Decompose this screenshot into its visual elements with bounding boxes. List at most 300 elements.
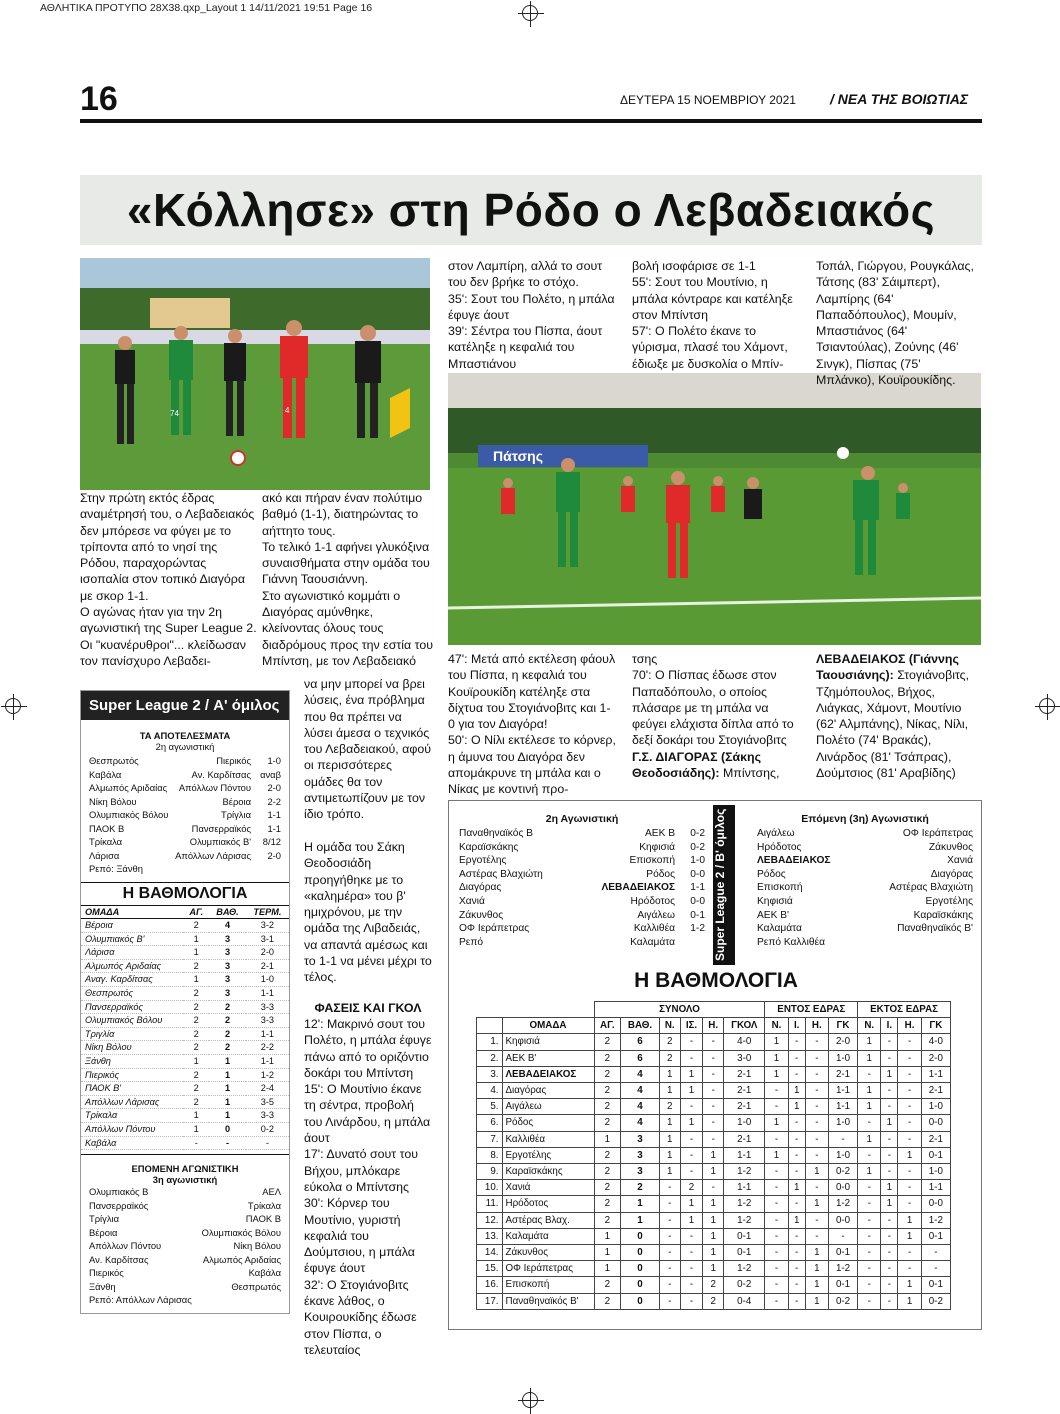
- table-cell: -: [898, 1050, 921, 1066]
- table-cell: 2: [183, 1027, 209, 1041]
- result-cell: Νίκη Βόλου: [89, 795, 137, 807]
- table-cell: 1: [805, 1277, 828, 1293]
- result-row: [451, 827, 713, 841]
- result-cell: Ολυμπιακός Βόλου: [89, 809, 169, 820]
- table-cell: 2: [183, 959, 209, 973]
- bye-line: Ρεπό: Ξάνθη: [89, 863, 143, 874]
- table-cell: 0-1: [828, 1277, 857, 1293]
- table-cell: 0: [621, 1277, 660, 1293]
- table-cell: 1: [183, 932, 209, 946]
- table-cell: 1: [594, 1228, 621, 1244]
- col-header: ΒΑΘ.: [209, 906, 245, 919]
- table-cell: 1: [881, 1180, 898, 1196]
- table-cell: -: [805, 1050, 828, 1066]
- table-cell: -: [680, 1228, 703, 1244]
- sl-b-results: 2η Αγωνιστική Παναθηναϊκός Β ΑΕΚ Β 0-2 Καραϊσκάκης Κηφισιά 0-2 Εργοτέλης Επισκοπή 1-0 Αστέρας Βλαχιώτη Ρόδος 0-0 Διαγόρας ΛΕΒΑΔΕΙΑΚΟΣ 1-1 Χανιά Ηρόδοτος 0-0 Ζάκυνθος Αιγάλεω 0-1 ΟΦ Ιεράπετρας Καλλιθέα 1-2 Ρεπό Καλαμάτα: [451, 813, 713, 949]
- table-cell: 1-2: [724, 1196, 765, 1212]
- table-cell: 1: [898, 1277, 921, 1293]
- table-row: [81, 1095, 289, 1109]
- table-cell: Βέροια: [81, 919, 183, 933]
- fixture-row: [749, 895, 981, 909]
- table-cell: 1-2: [828, 1196, 857, 1212]
- result-row: [451, 868, 713, 882]
- table-cell: -: [680, 1164, 703, 1180]
- article-col-2: να μην μπορεί να βρει λύσεις, ένα πρόβλημα που θα πρέπει να λύσει άμεσα ο τεχνικός του Λεβαδειακού, αφού οι περισσότερες ομάδες θα τον αντιμετωπίζουν με τον ίδιο τρόπο. Η ομάδα του Σάκη Θεοδοσιάδη προηγήθηκε με το «καλημέρα» του β' ημιχρόνου, με την ομάδα της Λιβαδειάς, να απαντά αμέσως και το 1-1 να μένει μέχρι το τέλος. ΦΑΣΕΙΣ ΚΑΙ ΓΚΟΛ 12': Μακρινό σουτ του Πολέτο, η μπάλα έφυγε πάνω από το οριζόντιο δοκάρι του Μπίντση 15': Ο Μουτίνιο έκανε τη σέντρα, προβολή του Λινάρδου, η μπάλα άουτ 17': Δυνατό σουτ του Βήχου, μπλόκαρε εύκολα ο Μπίντσης 30': Κόρνερ του Μουτίνιο, γυριστή κεφαλιά του Δούμτσιου, η μπάλα έφυγε άουτ 32': Ο Στογιάνοβιτς έκανε λάθος, ο Κουιρουκίδης έδωσε στον Πίσπα, ο τελευταίος: [304, 677, 432, 1357]
- table-cell: Καραϊσκάκης: [502, 1164, 594, 1180]
- table-cell: 2: [183, 919, 209, 933]
- results-title: ΤΑ ΑΠΟΤΕΛΕΣΜΑΤΑ: [139, 730, 231, 741]
- table-row: [477, 1196, 951, 1212]
- table-row: [477, 1212, 951, 1228]
- table-row: [81, 919, 289, 933]
- table-cell: 1: [788, 1099, 805, 1115]
- table-row: [477, 1277, 951, 1293]
- table-cell: 1: [659, 1115, 680, 1131]
- table-cell: 0-2: [724, 1277, 765, 1293]
- table-cell: 10.: [477, 1180, 503, 1196]
- table-row: [477, 1180, 951, 1196]
- table-cell: 1-2: [724, 1261, 765, 1277]
- fixture-row: [749, 827, 981, 841]
- result-cell: Αλμωπός Αριδαίας: [89, 782, 168, 793]
- table-cell: 1: [858, 1083, 881, 1099]
- table-cell: -: [659, 1293, 680, 1309]
- next-fixtures: [81, 1185, 289, 1293]
- table-cell: -: [898, 1245, 921, 1261]
- fixture-row: [81, 1253, 289, 1267]
- table-cell: 1: [680, 1212, 703, 1228]
- table-cell: 6.: [477, 1115, 503, 1131]
- result-cell: 1-2: [690, 923, 705, 935]
- table-cell: 1-1: [724, 1180, 765, 1196]
- table-cell: -: [680, 1293, 703, 1309]
- table-cell: 1: [805, 1293, 828, 1309]
- fixture-team: Παναθηναϊκός Β': [897, 923, 973, 935]
- result-cell: 2-0: [267, 849, 281, 861]
- col-header: Ν.: [659, 1018, 680, 1034]
- table-cell: 1: [788, 1212, 805, 1228]
- registration-mark-icon: [522, 5, 538, 21]
- table-cell: 2: [183, 1000, 209, 1014]
- table-cell: -: [881, 1083, 898, 1099]
- table-cell: -: [881, 1164, 898, 1180]
- registration-mark-icon: [1039, 698, 1055, 714]
- table-row: [81, 973, 289, 987]
- table-cell: 3.: [477, 1066, 503, 1082]
- next-round-title: ΕΠΟΜΕΝΗ ΑΓΩΝΙΣΤΙΚΗ: [81, 1154, 289, 1174]
- table-cell: 1: [594, 1261, 621, 1277]
- result-cell: ΛΕΒΑΔΕΙΑΚΟΣ: [601, 882, 675, 894]
- table-row: [81, 1000, 289, 1014]
- table-cell: Αιγάλεω: [502, 1099, 594, 1115]
- table-cell: 1: [805, 1245, 828, 1261]
- table-cell: 0-4: [724, 1293, 765, 1309]
- table-cell: 17.: [477, 1293, 503, 1309]
- table-cell: -: [788, 1261, 805, 1277]
- table-cell: -: [881, 1131, 898, 1147]
- table-cell: -: [788, 1277, 805, 1293]
- table-cell: ΠΑΟΚ Β': [81, 1082, 183, 1096]
- table-cell: 5.: [477, 1099, 503, 1115]
- table-cell: -: [898, 1180, 921, 1196]
- table-cell: 1: [703, 1245, 724, 1261]
- table-cell: -: [881, 1293, 898, 1309]
- table-cell: -: [788, 1050, 805, 1066]
- table-cell: 2: [594, 1196, 621, 1212]
- table-row: [477, 1131, 951, 1147]
- table-cell: 13.: [477, 1228, 503, 1244]
- table-cell: -: [858, 1277, 881, 1293]
- table-cell: 0-2: [921, 1293, 950, 1309]
- page-number: 16: [80, 80, 118, 118]
- fixture-row: [749, 881, 981, 895]
- table-cell: ΟΦ Ιεράπετρας: [502, 1261, 594, 1277]
- table-row: [477, 1083, 951, 1099]
- table-cell: 0-1: [724, 1228, 765, 1244]
- result-cell: 2-2: [267, 795, 281, 807]
- registration-mark-icon: [5, 698, 21, 714]
- fixture-team: ΑΕΚ Β': [757, 909, 789, 921]
- result-cell: 1-0: [267, 755, 281, 766]
- table-cell: -: [659, 1196, 680, 1212]
- table-cell: Αλμωπός Αριδαίας: [81, 959, 183, 973]
- table-cell: 2: [183, 1041, 209, 1055]
- table-cell: 3: [621, 1147, 660, 1163]
- fixture-team: Ζάκυνθος: [928, 841, 973, 853]
- table-cell: -: [703, 1131, 724, 1147]
- table-cell: -: [703, 1066, 724, 1082]
- table-cell: 2: [659, 1099, 680, 1115]
- article-col-1: Στην πρώτη εκτός έδρας αναμέτρησή του, ο Λεβαδειακός δεν μπόρεσε να φύγει με το τρίποντα από το νησί της Ρόδου, παραχορώντας ισοπαλία στον τοπικό Διαγόρα με σκορ 1-1. Ο αγώνας ήταν για την 2η αγωνιστική της Super League 2. Οι "κυανέρυθροι"... κλείδωσαν τον πανίσχυρο Λεβαδει-: [80, 491, 257, 668]
- table-cell: 2: [659, 1050, 680, 1066]
- fixture-team: ΛΕΒΑΔΕΙΑΚΟΣ: [757, 855, 831, 867]
- result-row: [81, 768, 289, 782]
- table-cell: 2: [621, 1180, 660, 1196]
- col-header: ΟΜΑΔΑ: [502, 1018, 594, 1034]
- result-row: [451, 895, 713, 909]
- sl-b-standings-title: Η ΒΑΘΜΟΛΟΓΙΑ: [634, 969, 798, 992]
- table-cell: -: [881, 1212, 898, 1228]
- results-list: [81, 754, 289, 862]
- table-cell: 2: [594, 1164, 621, 1180]
- table-cell: 1: [805, 1164, 828, 1180]
- table-cell: -: [805, 1066, 828, 1082]
- result-row: [81, 822, 289, 836]
- table-cell: Πανσερραϊκός: [81, 1000, 183, 1014]
- table-cell: 2-1: [724, 1131, 765, 1147]
- table-row: [477, 1164, 951, 1180]
- table-cell: 1-1: [246, 1027, 289, 1041]
- fixture-home: Πανσερραϊκός: [89, 1199, 149, 1211]
- table-cell: -: [246, 1136, 289, 1150]
- table-cell: 1-1: [921, 1066, 950, 1082]
- newspaper-name: / ΝΕΑ ΤΗΣ ΒΟΙΩΤΙΑΣ: [830, 91, 969, 107]
- table-cell: 3-0: [724, 1050, 765, 1066]
- table-cell: 2-1: [921, 1083, 950, 1099]
- table-cell: 2: [594, 1034, 621, 1050]
- table-cell: -: [659, 1212, 680, 1228]
- table-cell: 1: [209, 1082, 245, 1096]
- table-cell: 1: [209, 1109, 245, 1123]
- table-cell: -: [765, 1245, 788, 1261]
- fixture-row: [81, 1280, 289, 1294]
- table-cell: -: [858, 1245, 881, 1261]
- table-cell: Πιερικός: [81, 1068, 183, 1082]
- table-cell: 1: [659, 1164, 680, 1180]
- table-cell: -: [898, 1131, 921, 1147]
- table-cell: -: [765, 1083, 788, 1099]
- table-cell: -: [680, 1261, 703, 1277]
- fixture-home: Απόλλων Πόντου: [89, 1240, 162, 1252]
- col-header: ΑΓ.: [594, 1018, 621, 1034]
- fixture-team: Αστέρας Βλαχιώτη: [889, 882, 973, 894]
- table-cell: 4: [209, 919, 245, 933]
- col-header: ΓΚ: [921, 1018, 950, 1034]
- table-cell: -: [765, 1277, 788, 1293]
- fixture-team: [865, 936, 973, 950]
- table-cell: 0-1: [921, 1228, 950, 1244]
- table-cell: -: [858, 1261, 881, 1277]
- result-cell: 1-0: [690, 855, 705, 867]
- table-cell: 2.: [477, 1050, 503, 1066]
- table-cell: 6: [621, 1034, 660, 1050]
- table-cell: 2: [703, 1293, 724, 1309]
- article-col-5-top: Τοπάλ, Γιώργου, Ρουγκάλας, Τάτσης (83' Σάιμπερτ), Λαμπίρης (64' Παπαδόπουλος), Μουμίν, Μπαστιάνος (64' Τσιαντούλας), Ζούνης (46' Σινγκ), Πίσπας (75' Μπλάνκο), Κουϊρουκίδης.: [816, 259, 974, 388]
- table-cell: -: [898, 1066, 921, 1082]
- table-cell: 0-2: [828, 1164, 857, 1180]
- table-cell: Ηρόδοτος: [502, 1196, 594, 1212]
- table-cell: 0-1: [828, 1245, 857, 1261]
- headline: «Κόλλησε» στη Ρόδο ο Λεβαδειακός: [126, 184, 936, 236]
- table-cell: Κηφισιά: [502, 1034, 594, 1050]
- result-row: [451, 881, 713, 895]
- table-cell: Καλλιθέα: [502, 1131, 594, 1147]
- table-cell: 6: [621, 1050, 660, 1066]
- table-cell: 1-0: [921, 1164, 950, 1180]
- table-cell: 1-0: [246, 973, 289, 987]
- table-cell: Ολυμπιακός Βόλου: [81, 1014, 183, 1028]
- table-cell: 1: [621, 1196, 660, 1212]
- table-cell: -: [703, 1083, 724, 1099]
- table-cell: 1: [765, 1050, 788, 1066]
- col-header: ΒΑΘ.: [621, 1018, 660, 1034]
- article-col-3-top: στον Λαμπίρη, αλλά το σουτ του δεν βρήκε το στόχο. 35': Σουτ του Πολέτο, η μπάλα έφυγε άουτ 39': Σέντρα του Πίσπα, άουτ κατέληξε η κεφαλιά του Μπαστιάνου: [448, 259, 615, 371]
- table-cell: -: [858, 1228, 881, 1244]
- table-cell: 3: [209, 987, 245, 1001]
- table-cell: 4: [621, 1083, 660, 1099]
- super-league-a-box: [80, 690, 290, 1314]
- col-header: ΙΣ.: [680, 1018, 703, 1034]
- table-cell: 1: [209, 1068, 245, 1082]
- table-cell: 1: [765, 1034, 788, 1050]
- table-cell: ΑΕΚ Β': [502, 1050, 594, 1066]
- table-cell: -: [680, 1147, 703, 1163]
- result-cell: 1-1: [267, 809, 281, 820]
- table-cell: 3-5: [246, 1095, 289, 1109]
- table-cell: -: [881, 1147, 898, 1163]
- fixture-home: Ολυμπιακός Β: [89, 1186, 149, 1198]
- table-cell: 1: [765, 1147, 788, 1163]
- table-cell: 2: [183, 987, 209, 1001]
- table-cell: 1-2: [921, 1212, 950, 1228]
- table-cell: 0-0: [828, 1212, 857, 1228]
- group-header: ΕΝΤΟΣ ΕΔΡΑΣ: [765, 1002, 858, 1018]
- table-cell: -: [881, 1245, 898, 1261]
- result-row: [451, 841, 713, 855]
- fixture-row: [81, 1226, 289, 1240]
- result-row: [81, 795, 289, 809]
- fixture-home: Ξάνθη: [89, 1280, 116, 1292]
- table-cell: 1: [858, 1164, 881, 1180]
- table-cell: Νίκη Βόλου: [81, 1041, 183, 1055]
- table-cell: 7.: [477, 1131, 503, 1147]
- table-cell: 4: [621, 1066, 660, 1082]
- table-cell: -: [765, 1228, 788, 1244]
- table-cell: Διαγόρας: [502, 1083, 594, 1099]
- table-cell: -: [828, 1131, 857, 1147]
- fixture-row: [749, 922, 981, 936]
- table-cell: Χανιά: [502, 1180, 594, 1196]
- table-cell: 2-4: [246, 1082, 289, 1096]
- table-cell: 1: [881, 1066, 898, 1082]
- table-cell: -: [898, 1164, 921, 1180]
- table-cell: -: [805, 1212, 828, 1228]
- table-cell: 2: [594, 1293, 621, 1309]
- fixture-team: Ρόδος: [757, 868, 786, 880]
- table-cell: 1: [703, 1164, 724, 1180]
- table-cell: 15.: [477, 1261, 503, 1277]
- table-cell: 2-1: [246, 959, 289, 973]
- table-cell: 2: [209, 1027, 245, 1041]
- fixture-row: [749, 909, 981, 923]
- table-row: [81, 946, 289, 960]
- table-cell: -: [805, 1099, 828, 1115]
- result-cell: Καλλιθέα: [633, 923, 675, 935]
- table-cell: -: [805, 1131, 828, 1147]
- table-cell: 1: [765, 1066, 788, 1082]
- sl-b-standings-table: [476, 1001, 951, 1310]
- lineup-photo: [80, 258, 430, 490]
- result-cell: Κηφισιά: [639, 841, 675, 853]
- table-cell: 0-0: [921, 1196, 950, 1212]
- table-cell: 1: [703, 1261, 724, 1277]
- table-row: [477, 1147, 951, 1163]
- table-row: [81, 959, 289, 973]
- result-cell: Ζάκυνθος: [459, 909, 504, 921]
- result-cell: Απόλλων Λάρισας: [175, 849, 251, 861]
- table-cell: -: [680, 1034, 703, 1050]
- sl-b-next: Επόμενη (3η) Αγωνιστική Αιγάλεω ΟΦ Ιεράπετρας Ηρόδοτος Ζάκυνθος ΛΕΒΑΔΕΙΑΚΟΣ Χανιά Ρόδος Διαγόρας Επισκοπή Αστέρας Βλαχιώτη Κηφισιά Εργοτέλης ΑΕΚ Β' Καραϊσκάκης Καλαμάτα Παναθηναϊκός Β' Ρεπό Καλλιθέα: [749, 813, 981, 949]
- table-cell: 1-2: [828, 1261, 857, 1277]
- result-cell: Επισκοπή: [629, 855, 675, 867]
- table-cell: 2: [183, 1014, 209, 1028]
- table-cell: Ξάνθη: [81, 1055, 183, 1069]
- col-header: Ν.: [858, 1018, 881, 1034]
- table-cell: 1: [209, 1055, 245, 1069]
- table-cell: 1: [659, 1066, 680, 1082]
- table-cell: 1: [659, 1147, 680, 1163]
- table-cell: -: [680, 1099, 703, 1115]
- sl-b-vertical-title: Super League 2 / Β' όμιλος: [713, 805, 735, 965]
- table-cell: 4: [621, 1115, 660, 1131]
- table-cell: ΛΕΒΑΔΕΙΑΚΟΣ: [502, 1066, 594, 1082]
- table-row: [81, 1109, 289, 1123]
- table-cell: 1-1: [921, 1180, 950, 1196]
- table-cell: -: [788, 1245, 805, 1261]
- table-cell: -: [898, 1196, 921, 1212]
- article-col-4-top: βολή ισοφάρισε σε 1-1 55': Σουτ του Μουτίνιο, η μπάλα κόντραρε και κατέληξε στον Μπίντση 57': Ο Πολέτο έκανε το γύρισμα, πλασέ του Χάμοντ, έδιωξε με δυσκολία ο Μπίν-: [632, 259, 793, 371]
- table-cell: 1: [209, 1095, 245, 1109]
- table-cell: 1: [765, 1115, 788, 1131]
- table-cell: -: [898, 1083, 921, 1099]
- table-cell: -: [881, 1099, 898, 1115]
- table-cell: -: [858, 1212, 881, 1228]
- table-cell: 1: [183, 946, 209, 960]
- issue-date: ΔΕΥΤΕΡΑ 15 ΝΟΕΜΒΡΙΟΥ 2021: [620, 93, 796, 107]
- fixture-away: Νίκη Βόλου: [233, 1240, 281, 1252]
- result-cell: 2-0: [267, 782, 281, 793]
- table-cell: Ρόδος: [502, 1115, 594, 1131]
- fixture-away: Ολυμπιακός Βόλου: [201, 1226, 281, 1238]
- fixture-home: Βέροια: [89, 1226, 118, 1238]
- table-cell: 1: [703, 1212, 724, 1228]
- fixture-home: Πιερικός: [89, 1267, 124, 1279]
- table-cell: Παναθηναϊκός Β': [502, 1293, 594, 1309]
- table-cell: 1: [703, 1147, 724, 1163]
- col-header: Η.: [805, 1018, 828, 1034]
- result-row: [451, 936, 713, 950]
- table-cell: 3: [209, 932, 245, 946]
- table-cell: -: [881, 1277, 898, 1293]
- result-cell: Εργοτέλης: [459, 855, 507, 867]
- table-cell: -: [659, 1277, 680, 1293]
- col-header: ΟΜΑΔΑ: [81, 906, 183, 919]
- result-cell: Παναθηναϊκός Β: [459, 828, 533, 839]
- table-cell: 1: [858, 1099, 881, 1115]
- table-cell: -: [788, 1034, 805, 1050]
- table-cell: -: [703, 1050, 724, 1066]
- table-cell: 2: [183, 1068, 209, 1082]
- table-cell: 2-1: [724, 1066, 765, 1082]
- article-col-4-bottom: τσης 70': Ο Πίσπας έδωσε στον Παπαδόπουλο, ο οποίος πλάσαρε με τη μπάλα να φεύγει ελάχιστα δίπλα από το δεξί δοκάρι του Στογιάνοβιτς Γ.Σ. ΔΙΑΓΟΡΑΣ (Σάκης Θεοδοσιάδης): Μπίντσης,: [632, 652, 794, 781]
- fixture-row: [749, 936, 981, 950]
- result-cell: 0-2: [690, 841, 705, 853]
- table-cell: 4: [621, 1099, 660, 1115]
- table-cell: 1: [858, 1131, 881, 1147]
- results-round: 2η αγωνιστική: [155, 741, 215, 752]
- result-cell: Ηρόδοτος: [630, 895, 675, 907]
- result-cell: 0-0: [690, 868, 705, 880]
- match-action-photo: [448, 373, 981, 645]
- col-header: ΑΓ.: [183, 906, 209, 919]
- table-cell: 3-1: [246, 932, 289, 946]
- fixture-away: Τρίκαλα: [247, 1199, 281, 1211]
- result-cell: ΟΦ Ιεράπετρας: [459, 923, 530, 935]
- fixture-row: [749, 868, 981, 882]
- next-bye: Ρεπό: Απόλλων Λάρισας: [89, 1294, 192, 1306]
- table-cell: 0-0: [828, 1180, 857, 1196]
- fixture-row: [81, 1185, 289, 1199]
- table-cell: -: [209, 1136, 245, 1150]
- fixture-row: [81, 1199, 289, 1213]
- table-cell: -: [788, 1293, 805, 1309]
- table-row: [477, 1115, 951, 1131]
- table-cell: -: [921, 1261, 950, 1277]
- table-cell: 1: [183, 1055, 209, 1069]
- result-cell: Διαγόρας: [459, 882, 502, 894]
- table-cell: 1: [898, 1293, 921, 1309]
- table-cell: -: [898, 1034, 921, 1050]
